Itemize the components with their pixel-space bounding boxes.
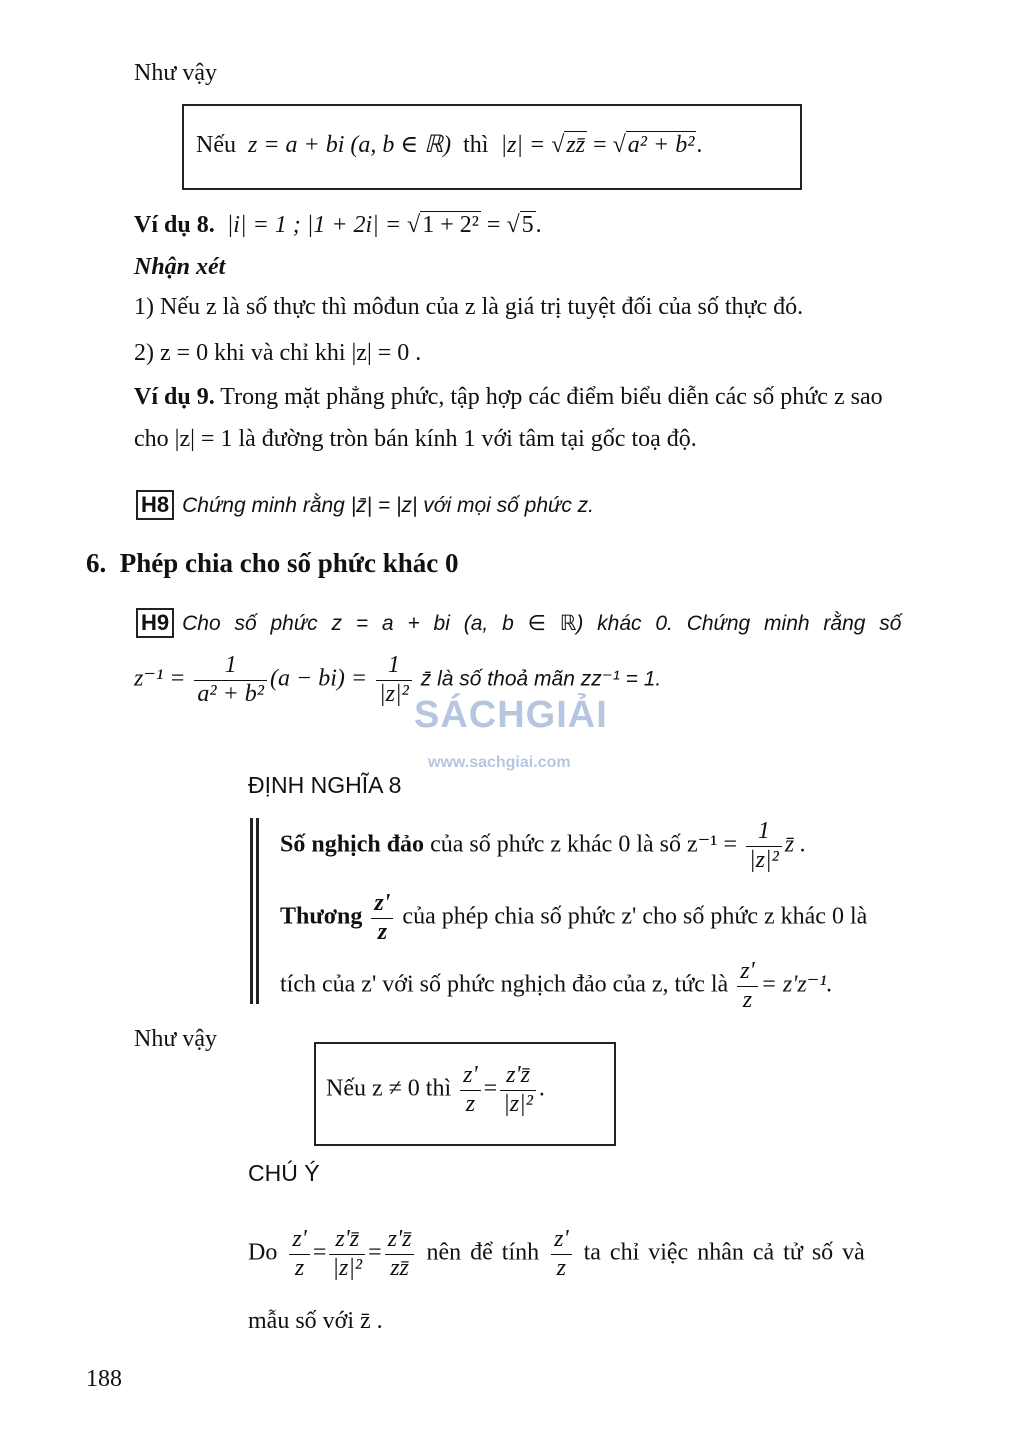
exercise-h9: H9 Cho số phức z = a + bi (a, b ∈ ℝ) khác 0. Chứng minh rằng số: [136, 608, 901, 638]
note-title: CHÚ Ý: [248, 1160, 320, 1186]
remark-item-2: 2) z = 0 khi và chỉ khi |z| = 0 .: [134, 340, 422, 366]
note-line-1: Do $\frac{z'}{z}$ = $\frac{z'z̄}{\text{|z|²}}$ = $\frac{z'z̄}{zz̄}$ nên để tính $\frac{z'}{z}$ ta chỉ việc nhân cả tử số và: [248, 1226, 865, 1281]
modulus-formula: Nếu z = a + bi (a, b ∈ ℝ) thì |z| = √zz̄ = √a² + b².: [196, 132, 703, 158]
definition-bar-left: [250, 818, 253, 1004]
section-heading: 6. Phép chia cho số phức khác 0: [86, 548, 459, 578]
definition-quotient-cont: tích của z' với số phức nghịch đảo của z, tức là $\frac{z'}{z}$ = z'z⁻¹.: [280, 958, 833, 1013]
remark-title: Nhận xét: [134, 254, 226, 280]
division-formula: Nếu z ≠ 0 thì $\frac{z'}{z}$ = $\frac{z'z̄}{\text{|z|²}}$ .: [326, 1062, 545, 1117]
definition-bar-right: [256, 818, 259, 1004]
h8-tag: H8: [136, 490, 174, 520]
remark-item-1: 1) Nếu z là số thực thì môđun của z là giá trị tuyệt đối của số thực đó.: [134, 294, 804, 320]
definition-quotient: Thương $\frac{z'}{z}$ của phép chia số phức z' cho số phức z khác 0 là: [280, 890, 868, 945]
definition-title: ĐỊNH NGHĨA 8: [248, 772, 402, 798]
example-9-line-2: cho |z| = 1 là đường tròn bán kính 1 với tâm tại gốc toạ độ.: [134, 426, 697, 452]
example-9-line-1: Ví dụ 9. Trong mặt phẳng phức, tập hợp các điểm biểu diễn các số phức z sao: [134, 384, 883, 410]
watermark-url: www.sachgiai.com: [428, 754, 571, 771]
watermark-logo: SÁCHGIẢI: [414, 694, 608, 736]
intro-text-2: Như vậy: [134, 1026, 217, 1052]
h9-tag: H9: [136, 608, 174, 638]
definition-inverse: Số nghịch đảo của số phức z khác 0 là số z⁻¹ = $\frac{1}{\text{|z|²}}$ z̄ .: [280, 818, 807, 873]
intro-text: Như vậy: [134, 60, 217, 86]
h9-formula: z⁻¹ = $\frac{1}{\text{a² + b²}}$ (a − bi) = $\frac{1}{\text{|z|²}}$ z̄ là số thoả mãn zz⁻¹ = 1.: [134, 652, 662, 707]
exercise-h8: H8 Chứng minh rằng |z̄| = |z| với mọi số phức z.: [136, 490, 594, 520]
example-8: Ví dụ 8. |i| = 1 ; |1 + 2i| = √1 + 2² = √5.: [134, 212, 542, 238]
page-number: 188: [86, 1366, 122, 1392]
note-line-2: mẫu số với z̄ .: [248, 1308, 383, 1334]
